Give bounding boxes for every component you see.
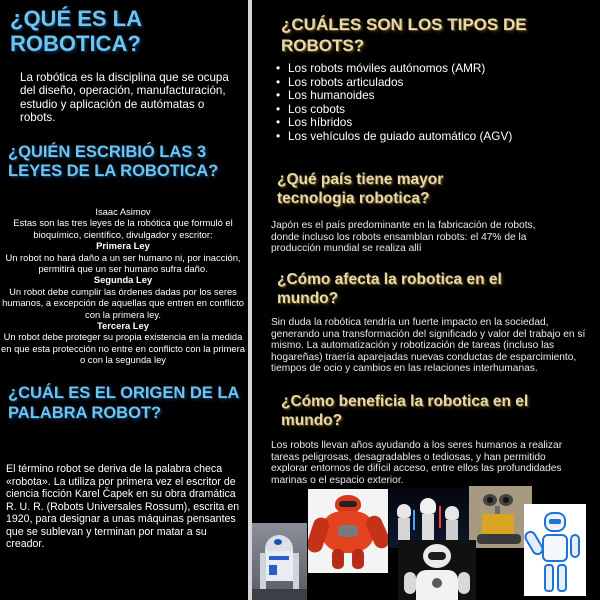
first-law-title: Primera Ley bbox=[96, 240, 150, 252]
benefit-heading: ¿Cómo beneficia la robotica en el mundo? bbox=[281, 393, 529, 429]
list-item: • Los robots móviles autónomos (AMR) bbox=[274, 62, 594, 76]
benefit-paragraph: Los robots llevan años ayudando a los seres humanos a realizar tareas peligrosas, desagradables o tediosas, y han permitido explorar entornos de difícil acceso, entre ellos las profundidades marinas o el espacio exterior. bbox=[271, 440, 563, 486]
laws-heading: ¿QUIÉN ESCRIBIÓ LAS 3 LEYES DE LA ROBOTICA? bbox=[8, 143, 219, 180]
affect-heading: ¿Cómo afecta la robotica en el mundo? bbox=[277, 271, 502, 307]
country-paragraph: Japón es el país predominante en la fabricación de robots, donde incluso los robots ensamblan robots: el 47% de la producción mundial se realiza allí bbox=[271, 220, 536, 255]
laws-intro: Estas son las tres leyes de la robótica que formuló el bioquímico, científico, divulgador y escritor: bbox=[13, 217, 233, 240]
right-column bbox=[252, 0, 600, 600]
laws-author: Isaac Asimov bbox=[95, 206, 151, 217]
third-law-title: Tercera Ley bbox=[97, 320, 149, 332]
affect-paragraph: Sin duda la robótica tendría un fuerte impacto en la sociedad, generando una transformación del significado y valor del trabajo en sí mismo. La automatización y robotización de tareas (incluso las hogareñas) traería aparejadas nuevas conductas de esparcimiento, tiempos de ocio y cambios en las relaciones interhumanas. bbox=[271, 317, 586, 375]
page-title-line-2: ROBOTICA? bbox=[10, 31, 141, 56]
list-item: • Los híbridos bbox=[274, 116, 594, 130]
types-heading: ¿CUÁLES SON LOS TIPOS DE ROBOTS? bbox=[281, 15, 527, 55]
list-item: • Los cobots bbox=[274, 103, 594, 117]
list-item: • Los vehículos de guiado automático (AGV) bbox=[274, 130, 594, 144]
second-law-title: Segunda Ley bbox=[93, 274, 153, 286]
list-item: • Los humanoides bbox=[274, 89, 594, 103]
third-law-text: Un robot debe proteger su propia existencia en la medida en que esta protección no entre en conflicto con la primera o con la segunda ley bbox=[1, 331, 245, 366]
humanoid-robot-image bbox=[398, 540, 476, 600]
left-column bbox=[0, 0, 248, 600]
country-heading: ¿Qué país tiene mayor tecnologia robotica? bbox=[277, 171, 444, 207]
page-title-line-1: ¿QUÉ ES LA bbox=[10, 6, 143, 31]
wall-e-robot-image bbox=[469, 486, 532, 548]
origin-paragraph: El término robot se deriva de la palabra checa «robota». La utiliza por primera vez el escritor de ciencia ficción Karel Čapek en su obra dramática R. U. R. (Robots Universales Rossum), escrita en 1920, para designar a unas máquinas pensantes que se sublevan y terminan por matar a su creador. bbox=[6, 463, 240, 550]
r2-robot-image bbox=[252, 523, 307, 600]
stormtrooper-robots-image bbox=[389, 488, 469, 548]
robot-types-list bbox=[274, 62, 594, 144]
page-title bbox=[10, 6, 246, 56]
intro-paragraph: La robótica es la disciplina que se ocupa del diseño, operación, manufacturación, estudio y aplicación de autómatas o robots. bbox=[20, 71, 229, 125]
first-law-text: Un robot no hará daño a un ser humano ni, por inacción, permitirá que un ser humano sufra daño. bbox=[5, 251, 241, 275]
blue-humanoid-robot-image bbox=[524, 504, 586, 596]
origin-heading: ¿CUÁL ES EL ORIGEN DE LA PALABRA ROBOT? bbox=[8, 384, 239, 422]
second-law-text: Un robot debe cumplir las órdenes dadas por los seres humanos, a excepción de aquellas que entren en conflicto con la primera ley. bbox=[2, 285, 244, 320]
list-item: • Los robots articulados bbox=[274, 76, 594, 90]
laws-block bbox=[0, 206, 246, 366]
red-robot-image bbox=[308, 489, 388, 573]
